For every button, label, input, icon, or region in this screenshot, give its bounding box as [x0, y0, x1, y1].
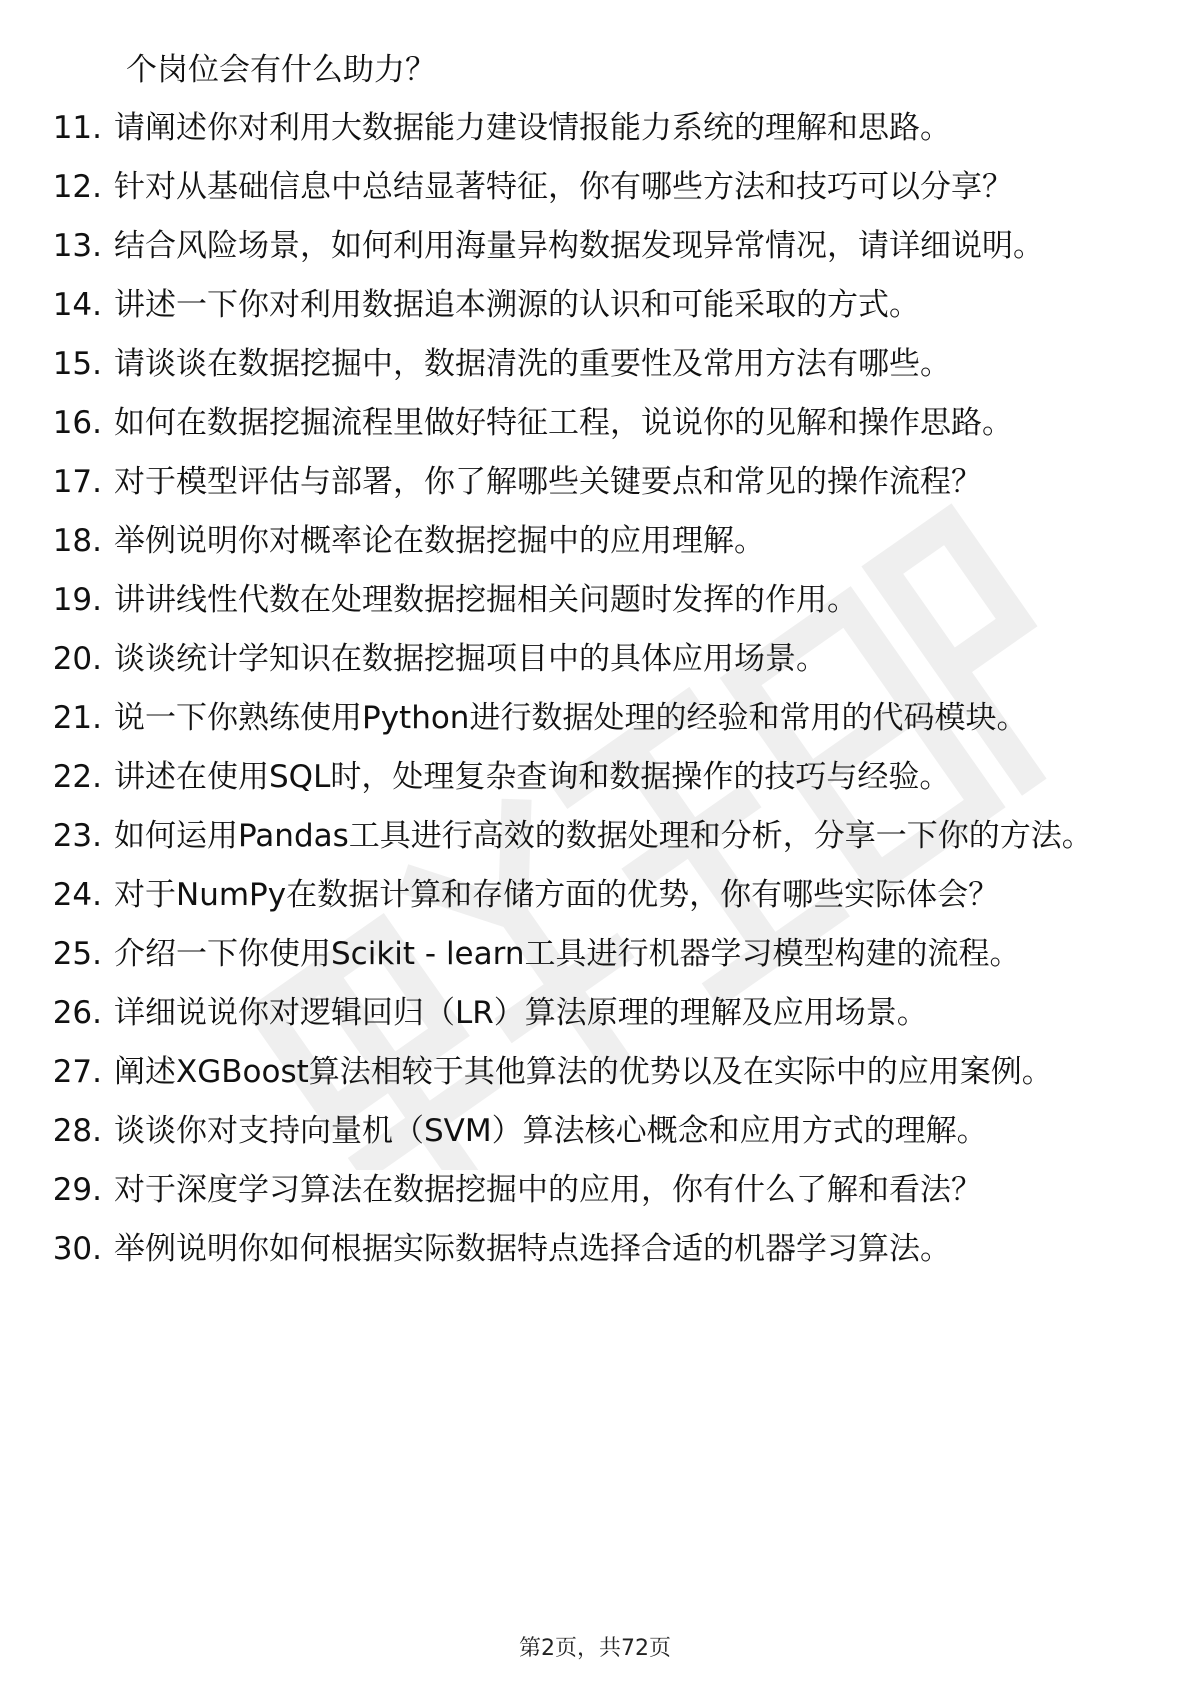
item-text: 介绍一下你使用Scikit - learn工具进行机器学习模型构建的流程。 [114, 936, 1021, 972]
list-item [0, 519, 1190, 563]
item-number: 19. [52, 582, 102, 618]
list-item [0, 755, 1190, 799]
item-number: 12. [52, 169, 102, 205]
item-number: 28. [52, 1113, 102, 1149]
item-number: 22. [52, 759, 102, 795]
list-item [0, 165, 1190, 209]
item-number: 15. [52, 346, 102, 382]
item-text: 谈谈你对支持向量机（SVM）算法核心概念和应用方式的理解。 [114, 1113, 988, 1149]
item-number: 23. [52, 818, 102, 854]
item-number: 29. [52, 1172, 102, 1208]
list-item [0, 991, 1190, 1035]
item-text: 举例说明你对概率论在数据挖掘中的应用理解。 [114, 523, 765, 559]
item-number: 11. [52, 110, 102, 146]
item-number: 21. [52, 700, 102, 736]
item-text: 针对从基础信息中总结显著特征，你有哪些方法和技巧可以分享？ [114, 169, 1013, 205]
item-number: 25. [52, 936, 102, 972]
item-number: 27. [52, 1054, 102, 1090]
continued-question-text: 个岗位会有什么助力？ [126, 52, 436, 88]
list-item [0, 1227, 1190, 1271]
item-text: 对于深度学习算法在数据挖掘中的应用，你有什么了解和看法？ [114, 1172, 982, 1208]
item-number: 14. [52, 287, 102, 323]
list-item [0, 224, 1190, 268]
list-item [0, 283, 1190, 327]
list-item [0, 814, 1190, 858]
item-text: 讲述在使用SQL时，处理复杂查询和数据操作的技巧与经验。 [114, 759, 951, 795]
item-number: 20. [52, 641, 102, 677]
item-text: 结合风险场景，如何利用海量异构数据发现异常情况，请详细说明。 [114, 228, 1044, 264]
item-number: 30. [52, 1231, 102, 1267]
list-item [0, 932, 1190, 976]
list-item [0, 106, 1190, 150]
list-item [0, 342, 1190, 386]
item-number: 17. [52, 464, 102, 500]
list-item [0, 1109, 1190, 1153]
page-number-footer: 第2页，共72页 [519, 1636, 671, 1661]
list-item [0, 1168, 1190, 1212]
item-text: 如何运用Pandas工具进行高效的数据处理和分析，分享一下你的方法。 [114, 818, 1093, 854]
item-text: 谈谈统计学知识在数据挖掘项目中的具体应用场景。 [114, 641, 827, 677]
item-text: 请阐述你对利用大数据能力建设情报能力系统的理解和思路。 [114, 110, 951, 146]
item-text: 如何在数据挖掘流程里做好特征工程，说说你的见解和操作思路。 [114, 405, 1013, 441]
item-text: 对于模型评估与部署，你了解哪些关键要点和常见的操作流程？ [114, 464, 982, 500]
list-item [0, 1050, 1190, 1094]
item-text: 阐述XGBoost算法相较于其他算法的优势以及在实际中的应用案例。 [114, 1054, 1053, 1090]
list-item [0, 873, 1190, 917]
item-text: 对于NumPy在数据计算和存储方面的优势，你有哪些实际体会？ [114, 877, 1000, 913]
list-item [0, 696, 1190, 740]
list-item [0, 460, 1190, 504]
item-text: 详细说说你对逻辑回归（LR）算法原理的理解及应用场景。 [114, 995, 928, 1031]
item-number: 18. [52, 523, 102, 559]
item-text: 讲讲线性代数在处理数据挖掘相关问题时发挥的作用。 [114, 582, 858, 618]
item-text: 请谈谈在数据挖掘中，数据清洗的重要性及常用方法有哪些。 [114, 346, 951, 382]
list-item [0, 401, 1190, 445]
item-number: 16. [52, 405, 102, 441]
list-item [0, 637, 1190, 681]
list-item [0, 578, 1190, 622]
item-text: 讲述一下你对利用数据追本溯源的认识和可能采取的方式。 [114, 287, 920, 323]
item-text: 举例说明你如何根据实际数据特点选择合适的机器学习算法。 [114, 1231, 951, 1267]
item-number: 13. [52, 228, 102, 264]
item-number: 24. [52, 877, 102, 913]
item-number: 26. [52, 995, 102, 1031]
question-list [0, 106, 1190, 1286]
item-text: 说一下你熟练使用Python进行数据处理的经验和常用的代码模块。 [114, 700, 1028, 736]
